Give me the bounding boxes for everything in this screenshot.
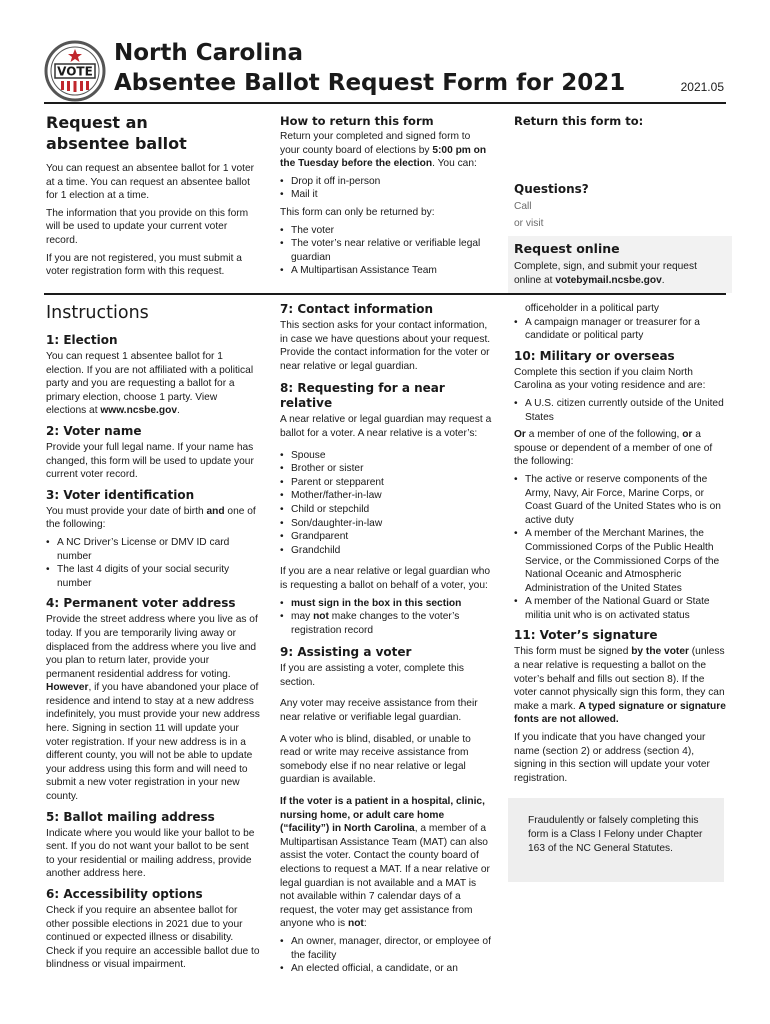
visit-label: or visit <box>514 217 544 229</box>
section-11-p2: If you indicate that you have changed your name (section 2) or address (section 4), signing in this section will update your voter registration. <box>514 732 710 784</box>
form-edition: 2021.05 <box>680 80 724 94</box>
section-9-p2: Any voter may receive assistance from their near relative or verifiable legal guardian. <box>280 698 478 724</box>
section-9-heading: 9: Assisting a voter <box>280 645 412 660</box>
intro-p3: If you are not registered, you must submit a voter registration form with this request. <box>46 252 242 278</box>
section-3-heading: 3: Voter identification <box>46 487 195 502</box>
relative-rules-list <box>280 597 492 638</box>
section-10-text-2: Or a member of one of the following, or a spouse or dependent of a member of one of the following: <box>514 429 713 468</box>
list-item: • An owner, manager, director, or employee of the facility <box>291 935 492 962</box>
returners-list <box>280 224 492 278</box>
list-item: • An elected official, a candidate, or an <box>291 962 492 976</box>
section-8-text-2: If you are a near relative or legal guardian who is requesting a ballot on behalf of a voter, you: <box>280 566 491 591</box>
section-5-heading: 5: Ballot mailing address <box>46 809 215 824</box>
list-item: • A U.S. citizen currently outside of the United States <box>525 397 726 424</box>
request-online-heading: Request online <box>514 241 620 257</box>
assistant-exclusions-list <box>280 935 492 976</box>
list-item: • Mother/father-in-law <box>291 489 492 503</box>
list-item: • The last 4 digits of your social security number <box>57 563 260 590</box>
section-3-text: You must provide your date of birth and one of the following: <box>46 505 256 531</box>
header-rule <box>44 102 726 104</box>
online-url-link[interactable]: votebymail.ncsbe.gov <box>555 274 662 286</box>
how-to-return-p1: Return your completed and signed form to your county board of elections by 5:00 pm on the Tuesday before the election. You can: <box>280 131 487 170</box>
how-to-return-heading: How to return this form <box>280 114 434 128</box>
list-item: • Mail it <box>291 188 492 202</box>
section-8-text: A near relative or legal guardian may request a ballot for a voter. A near relative is a voter’s: <box>280 414 492 439</box>
fraud-warning-box <box>508 798 724 882</box>
list-item: • Spouse <box>291 449 492 463</box>
section-6-heading: 6: Accessibility options <box>46 887 203 901</box>
ncsbe-link[interactable]: www.ncsbe.gov <box>100 405 177 417</box>
list-item: • The voter’s near relative or verifiable legal guardian <box>291 237 492 264</box>
section-4-heading: 4: Permanent voter address <box>46 596 236 611</box>
call-label: Call <box>514 201 532 212</box>
list-item: • Grandchild <box>291 544 492 558</box>
instructions-heading: Instructions <box>46 303 149 323</box>
section-6-text: Check if you require an absentee ballot for other possible elections in 2021 due to your continued or expected illness or disability. Check if you require an accessible ballot due to blindness or visual impairment. <box>46 905 260 971</box>
section-10-heading: 10: Military or overseas <box>514 348 675 363</box>
how-to-return-p2: This form can only be returned by: <box>280 206 435 218</box>
title-line-2: Absentee Ballot Request Form for 2021 <box>114 70 626 96</box>
list-item: • must sign in the box in this section <box>291 597 492 611</box>
return-to-heading: Return this form to: <box>514 114 644 128</box>
intro-heading: Request an absentee ballot <box>46 113 187 153</box>
section-2-text: Provide your full legal name. If your name has changed, this form will be used to update your current voter record. <box>46 441 254 481</box>
section-4-text: Provide the street address where you live as of today. If you are temporarily living away or displaced from the address where you live and you plan to return later, provide your permanent residential address for voting. However, if you have abandoned your place of residence and intend to stay at a new address indefinitely, you must provide your new address here. Signing in section 11 will update your voter registration. If your new address is in a different county, you will not be able to update your address using this form and will need to submit a new voter registration in your new county. <box>46 614 260 803</box>
section-10-text: Complete this section if you claim North Carolina as your voting residence and are: <box>514 366 706 392</box>
return-options-list <box>280 175 492 202</box>
section-9-p4: If the voter is a patient in a hospital, clinic, nursing home, or adult care home (“facility”) in North Carolina, a member of a Multipartisan Assistance Team (MAT) can also assist the voter. Contact the county board of elections to request a MAT. If a near relative or legal guardian is not available and a MAT is not available within 7 calendar days of a request, the voter may get assistance from anyone who is not: <box>280 796 490 930</box>
list-item: • Drop it off in-person <box>291 175 492 189</box>
vote-logo <box>44 40 106 102</box>
relatives-list <box>280 449 492 558</box>
section-11-p1: This form must be signed by the voter (unless a near relative is requesting a ballot on the voter’s behalf and fills out section 8). If the voter cannot physically sign this form, they can make a mark. A typed signature or signature fonts are not allowed. <box>514 646 726 726</box>
request-online-box <box>508 236 732 293</box>
instructions-column <box>46 302 260 976</box>
list-item: • Parent or stepparent <box>291 476 492 490</box>
list-item: • A Multipartisan Assistance Team <box>291 264 492 278</box>
list-item: • A NC Driver’s License or DMV ID card number <box>57 536 260 563</box>
title-line-1: North Carolina <box>114 40 303 66</box>
logo-text: VOTE <box>57 64 93 79</box>
section-11-heading: 11: Voter’s signature <box>514 628 658 643</box>
how-to-return-column <box>280 114 492 282</box>
id-options-list <box>46 536 260 590</box>
list-item: • A member of the Merchant Marines, the Commissioned Corps of the Public Health Service, or the Commissioned Corps of the National Oceanic and Atmospheric Administration of the United States <box>525 527 726 595</box>
list-item-continued: officeholder in a political party <box>525 303 660 314</box>
list-item: • The active or reserve components of the Army, Navy, Air Force, Marine Corps, or Coast Guard of the United States who is on active duty <box>525 473 726 527</box>
middle-column <box>280 302 492 980</box>
intro-p2: The information that you provide on this form will be used to update your current voter record. <box>46 207 249 246</box>
section-7-heading: 7: Contact information <box>280 302 434 316</box>
list-item: • Son/daughter-in-law <box>291 517 492 531</box>
right-column <box>514 302 726 789</box>
section-1-heading: 1: Election <box>46 333 118 347</box>
section-1-text: You can request 1 absentee ballot for 1 election. If you are not affiliated with a political party and you are requesting a ballot for a primary election, choose 1 party. View elections at www.ncsbe.gov. <box>46 351 254 417</box>
intro-p1: You can request an absentee ballot for 1 voter at a time. You can request an absentee ballot for 1 election at a time. <box>46 163 255 202</box>
section-2-heading: 2: Voter name <box>46 423 142 438</box>
section-5-text: Indicate where you would like your ballot to be sent. If you do not want your ballot to be sent to your residential or mailing address, provide another address here. <box>46 827 255 880</box>
section-10-list-2 <box>514 473 726 623</box>
fraud-warning-text: Fraudulently or falsely completing this form is a Class I Felony under Chapter 163 of the NC General Statutes. <box>528 815 703 854</box>
return-to-column <box>514 114 726 293</box>
list-item: • Brother or sister <box>291 462 492 476</box>
list-item: • A campaign manager or treasurer for a candidate or political party <box>525 316 726 343</box>
section-7-text: This section asks for your contact information, in case we have questions about your request. Provide the contact information for the voter or near relative or legal guardian. <box>280 320 491 372</box>
list-item: • Grandparent <box>291 530 492 544</box>
list-item: • The voter <box>291 224 492 238</box>
exclusions-continued-list <box>514 302 726 343</box>
list-item: • Child or stepchild <box>291 503 492 517</box>
list-item: • A member of the National Guard or State militia unit who is on activated status <box>525 595 726 622</box>
page-title <box>114 38 625 98</box>
section-9-p1: If you are assisting a voter, complete this section. <box>280 663 465 688</box>
section-10-list-1 <box>514 397 726 424</box>
questions-heading: Questions? <box>514 182 589 196</box>
section-8-heading: 8: Requesting for a near relative <box>280 381 445 411</box>
request-online-text: Complete, sign, and submit your request online at votebymail.ncsbe.gov. <box>514 261 697 286</box>
intro-column <box>46 112 260 283</box>
list-item: • may not make changes to the voter’s registration record <box>291 610 492 637</box>
section-9-p3: A voter who is blind, disabled, or unable to read or write may receive assistance from somebody else if no near relative or legal guardian is available. <box>280 733 471 786</box>
